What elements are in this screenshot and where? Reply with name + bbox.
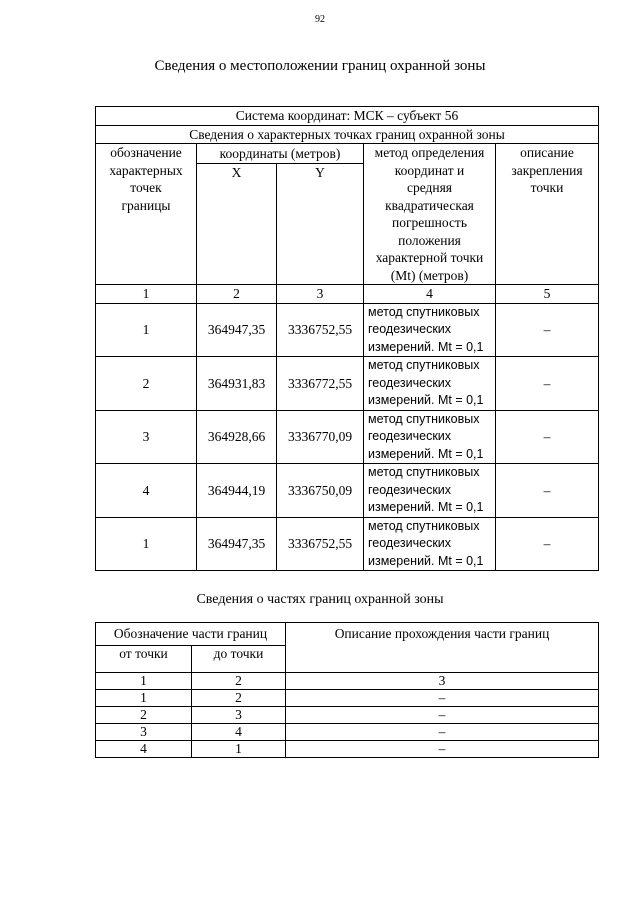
coord-y: 3336770,09 (277, 410, 364, 464)
part-description: – (286, 707, 599, 724)
table-row (96, 741, 599, 758)
coord-y: 3336752,55 (277, 303, 364, 357)
table-row (96, 707, 599, 724)
coord-y: 3336752,55 (277, 517, 364, 571)
col-number: 1 (96, 285, 197, 304)
page-number: 92 (315, 14, 325, 25)
to-point: 1 (192, 741, 286, 758)
section-title-parts: Сведения о частях границ охранной зоны (196, 592, 444, 607)
table-row (96, 303, 599, 357)
table-row (96, 410, 599, 464)
col-number: 3 (286, 673, 599, 690)
characteristic-points-table (95, 106, 599, 571)
col-number: 2 (192, 673, 286, 690)
header-y: Y (277, 164, 364, 285)
col-number: 4 (364, 285, 496, 304)
from-point: 3 (96, 724, 192, 741)
part-description: – (286, 690, 599, 707)
section-title-boundaries: Сведения о местоположении границ охранной зоны (154, 58, 486, 74)
part-description: – (286, 724, 599, 741)
to-point: 2 (192, 690, 286, 707)
coord-x: 364947,35 (197, 517, 277, 571)
header-part-description: Описание прохождения части границ (286, 623, 599, 673)
from-point: 4 (96, 741, 192, 758)
from-point: 2 (96, 707, 192, 724)
header-part-designation: Обозначение части границ (96, 623, 286, 646)
method-cell: метод спутниковых геодезических измерений. Mt = 0,1 (364, 517, 496, 571)
coord-x: 364928,66 (197, 410, 277, 464)
point-description: – (496, 517, 599, 571)
points-subtitle: Сведения о характерных точках границ охранной зоны (96, 125, 599, 144)
to-point: 4 (192, 724, 286, 741)
point-id: 1 (96, 517, 197, 571)
to-point: 3 (192, 707, 286, 724)
coord-y: 3336772,55 (277, 357, 364, 411)
col-number: 1 (96, 673, 192, 690)
header-method: метод определения координат и средняя квадратическая погрешность положения характерной точки (Mt) (метров) (364, 144, 496, 285)
table-row (96, 690, 599, 707)
part-description: – (286, 741, 599, 758)
point-description: – (496, 464, 599, 518)
coord-x: 364947,35 (197, 303, 277, 357)
point-id: 3 (96, 410, 197, 464)
method-cell: метод спутниковых геодезических измерений. Mt = 0,1 (364, 357, 496, 411)
header-x: X (197, 164, 277, 285)
point-id: 1 (96, 303, 197, 357)
from-point: 1 (96, 690, 192, 707)
coord-y: 3336750,09 (277, 464, 364, 518)
point-description: – (496, 357, 599, 411)
header-designation: обозначение характерных точек границы (96, 144, 197, 285)
col-number: 3 (277, 285, 364, 304)
boundary-parts-table (95, 622, 599, 758)
method-cell: метод спутниковых геодезических измерений. Mt = 0,1 (364, 410, 496, 464)
coord-x: 364931,83 (197, 357, 277, 411)
point-description: – (496, 303, 599, 357)
col-number: 5 (496, 285, 599, 304)
col-number: 2 (197, 285, 277, 304)
header-to-point: до точки (192, 646, 286, 673)
table-row (96, 724, 599, 741)
table-row (96, 517, 599, 571)
method-cell: метод спутниковых геодезических измерений. Mt = 0,1 (364, 303, 496, 357)
point-id: 2 (96, 357, 197, 411)
coord-x: 364944,19 (197, 464, 277, 518)
coord-system-caption: Система координат: МСК – субъект 56 (96, 107, 599, 126)
table-row (96, 357, 599, 411)
header-coordinates: координаты (метров) (197, 144, 364, 164)
point-id: 4 (96, 464, 197, 518)
method-cell: метод спутниковых геодезических измерений. Mt = 0,1 (364, 464, 496, 518)
header-description: описание закрепления точки (496, 144, 599, 285)
point-description: – (496, 410, 599, 464)
table-row (96, 464, 599, 518)
header-from-point: от точки (96, 646, 192, 673)
